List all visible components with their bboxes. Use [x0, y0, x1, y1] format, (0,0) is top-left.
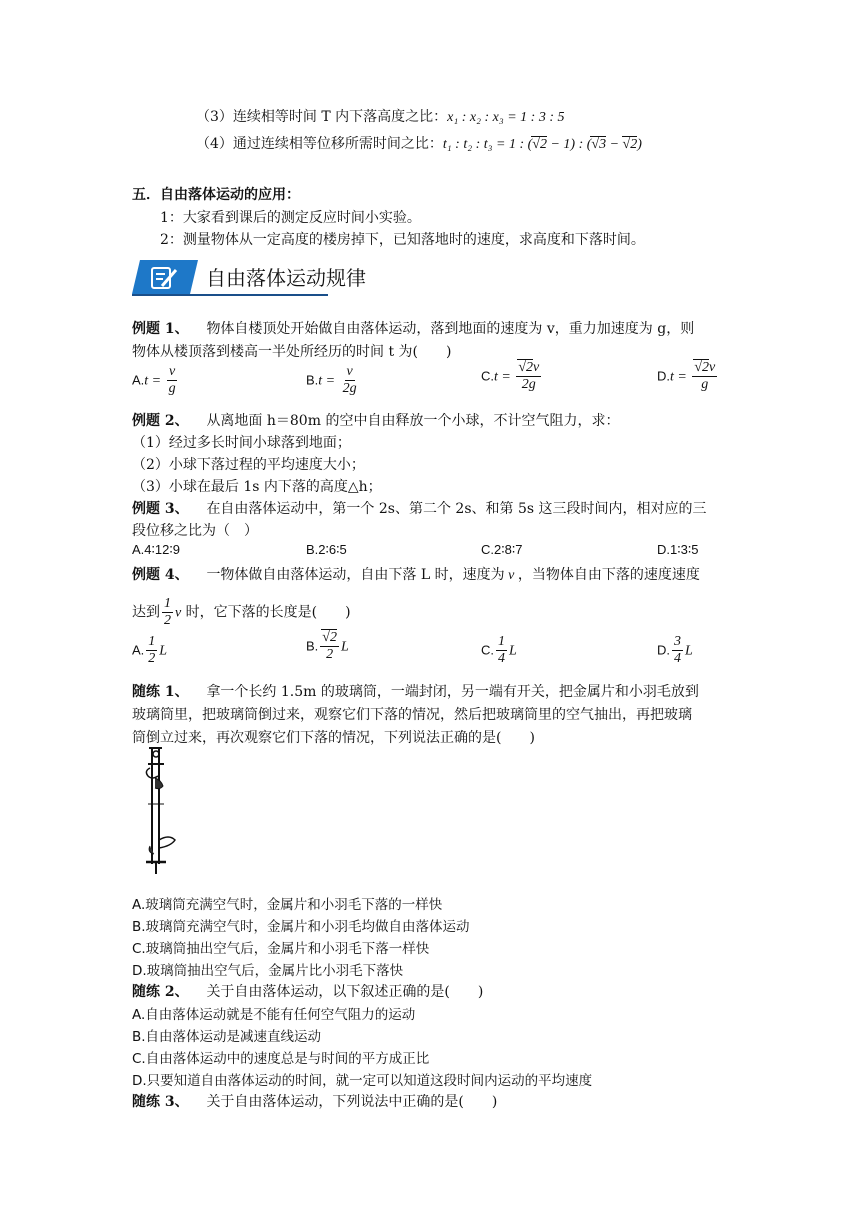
example-3-line-1: 例题 3、 在自由落体运动中，第一个 2s、第二个 2s、和第 5s 这三段时间内，相对应的三 [132, 501, 707, 517]
practice-1-option-b[interactable]: B.玻璃筒充满空气时，金属片和小羽毛均做自由落体运动 [132, 919, 470, 935]
section-five-line-2: 2：测量物体从一定高度的楼房掉下，已知落地时的速度，求高度和下落时间。 [160, 232, 645, 248]
example-4-option-a[interactable]: A. $\frac{1}{2}$ L [132, 634, 168, 666]
example-1-option-b[interactable]: B.t = $\frac{v}{2g}$ [306, 364, 357, 396]
practice-1-option-d[interactable]: D.玻璃筒抽出空气后，金属片比小羽毛下落快 [132, 963, 404, 979]
practice-1-line-1: 随练 1、 拿一个长约 1.5m 的玻璃筒，一端封闭，另一端有开关，把金属片和小羽毛放到 [132, 684, 699, 700]
example-2-question-2: （2）小球下落过程的平均速度大小； [132, 457, 365, 473]
section-banner [132, 256, 372, 298]
example-1-line-1: 例题 1、 物体自楼顶处开始做自由落体运动，落到地面的速度为 v，重力加速度为 g，则 [132, 321, 695, 337]
glass-tube-illustration [136, 744, 180, 884]
example-3-option-a[interactable]: A.4∶12∶9 [132, 542, 180, 557]
example-3-option-b[interactable]: B.2∶6∶5 [306, 542, 347, 557]
example-4-option-b[interactable]: B. $\frac{√2}{2}$ L [306, 630, 349, 662]
formula-line-4: （4）通过连续相等位移所需时间之比：t₁ : t₂ : t₃ = 1 : (√2 − 1) : (√3 − √2) [196, 136, 642, 152]
example-1-option-d[interactable]: D.t = $\frac{√2v}{g}$ [657, 360, 716, 392]
example-2-question-3: （3）小球在最后 1s 内下落的高度△h； [132, 479, 382, 495]
example-2-line-1: 例题 2、 从离地面 h＝80m 的空中自由释放一个小球，不计空气阻力，求： [132, 413, 620, 429]
example-1-option-a[interactable]: A.t = $\frac{v}{g}$ [132, 364, 176, 396]
example-3-option-c[interactable]: C.2∶8∶7 [481, 542, 523, 557]
example-4-line-1: 例题 4、 一物体做自由落体运动，自由下落 L 时，速度为 v ，当物体自由下落的速度速度 [132, 567, 700, 583]
practice-2-option-b[interactable]: B.自由落体运动是减速直线运动 [132, 1029, 322, 1045]
practice-2-line-1: 随练 2、 关于自由落体运动，以下叙述正确的是( ) [132, 984, 484, 1000]
example-4-option-d[interactable]: D. $\frac{3}{4}$ L [657, 634, 693, 666]
banner-title: 自由落体运动规律 [206, 266, 366, 290]
section-five-title: 五．自由落体运动的应用： [132, 187, 300, 203]
example-4-option-c[interactable]: C. $\frac{1}{4}$ L [481, 634, 517, 666]
practice-1-line-3: 筒倒立过来，再次观察它们下落的情况，下列说法正确的是( ) [132, 730, 535, 746]
practice-2-option-c[interactable]: C.自由落体运动中的速度总是与时间的平方成正比 [132, 1051, 430, 1067]
example-4-line-2: 达到 $\frac{1}{2}$ v 时，它下落的长度是( ) [132, 596, 351, 628]
practice-1-option-a[interactable]: A.玻璃筒充满空气时，金属片和小羽毛下落的一样快 [132, 897, 443, 913]
example-2-question-1: （1）经过多长时间小球落到地面； [132, 435, 351, 451]
practice-1-line-2: 玻璃筒里，把玻璃筒倒过来，观察它们下落的情况，然后把玻璃筒里的空气抽出，再把玻璃 [132, 707, 692, 723]
practice-3-line-1: 随练 3、 关于自由落体运动，下列说法中正确的是( ) [132, 1094, 498, 1110]
practice-2-option-a[interactable]: A.自由落体运动就是不能有任何空气阻力的运动 [132, 1007, 416, 1023]
practice-2-option-d[interactable]: D.只要知道自由落体运动的时间，就一定可以知道这段时间内运动的平均速度 [132, 1073, 593, 1089]
formula-line-3: （3）连续相等时间 T 内下落高度之比：x₁ : x₂ : x₃ = 1 : 3 : 5 [196, 109, 565, 125]
practice-1-option-c[interactable]: C.玻璃筒抽出空气后，金属片和小羽毛下落一样快 [132, 941, 430, 957]
example-3-line-2: 段位移之比为（ ） [132, 523, 258, 539]
example-3-option-d[interactable]: D.1∶3∶5 [657, 542, 699, 557]
example-1-option-c[interactable]: C.t = $\frac{√2v}{2g}$ [481, 360, 540, 392]
section-five-line-1: 1：大家看到课后的测定反应时间小实验。 [160, 210, 421, 226]
example-1-line-2: 物体从楼顶落到楼高一半处所经历的时间 t 为( ) [132, 344, 452, 360]
